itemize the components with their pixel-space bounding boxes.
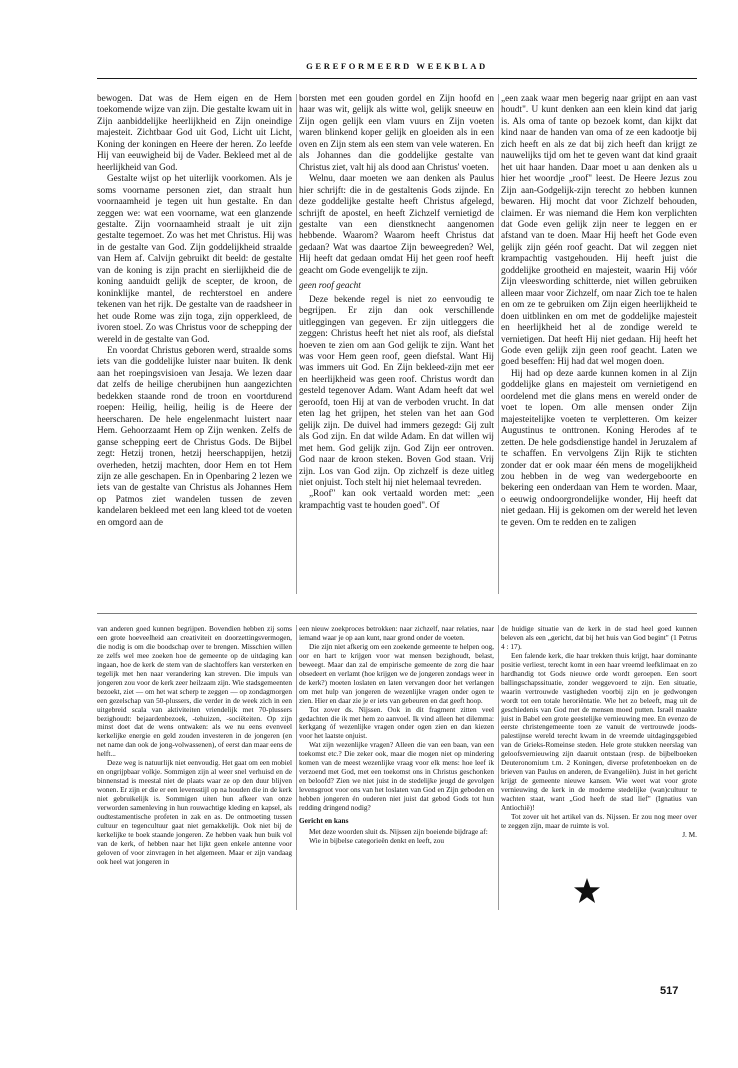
paragraph: Tot zover uit het artikel van ds. Nijssen. Er zou nog meer over te zeggen zijn, maar de ruimte is vol. [501, 812, 697, 830]
author-signature: J. M. [682, 829, 697, 839]
paragraph: Een falende kerk, die haar trekken thuis krijgt, haar dominante positie verliest, terecht komt in een haar vreemd leefklimaat en zo hardhandig tot Gods nieuwe orde wordt geroepen. Een soort ballingschapssituatie, zonder weggevoerd te zijn. Een situatie, waarin vertrouwde vastigheden voorbij zijn en je gedwongen wordt tot een totale heroriëntatie. Wie het zo beleeft, mag uit de geschiedenis van God met de mensen moed putten. Israël maakte juist in Babel een grote geestelijke vernieuwing mee. En evenzo de eerste christengemeente toen ze vanuit de vertrouwde joods-palestijnse wereld terecht kwam in de vreemde uitdagingsgebied van de Grieks-Romeinse steden. Hele grote stukken neerslag van geloofsvernieuwing zijn daaruit ontstaan (resp. de bijbelboeken Deuteronomium t.m. 2 Koningen, diverse profetenboeken en de brieven van Paulus en anderen, de Evangeliën). Juist in het gericht krijgt de gemeente nieuwe kansen. Wie weet wat voor grote vernieuwing de kerk in de moderne stedelijke (wan)cultuur te wachten staat, want „God heeft de stad lief" (Ignatius van Antiochië)! [501, 650, 697, 813]
paragraph: Gestalte wijst op het uiterlijk voorkomen. Als je soms voorname personen ziet, dan straalt hun voornaamheid je tegen uit hun gestalte. En dan zeggen we: wat een voorname, wat een glanzende gestalte. Zijn voornaamheid straalt je uit zijn gestalte tegemoet. Zo was het met Christus. Hij was in de gestalte van God. Zijn goddelijkheid straalde van Hem af. Calvijn gebruikt dit beeld: de gestalte van de koning is zijn pracht en sierlijkheid die de koning aanduidt gelijk de scepter, de kroon, de koninklijke mantel, de rechterstoel en andere tekenen van het rijk. De gestalte van de raadsheer in het oude Rome was zijn toga, zijn opperkleed, de ivoren stoel. Zo was Christus voor de schepping der wereld in de gestalte van God. [97, 174, 292, 345]
section-divider [97, 613, 697, 614]
publication-title: GEREFORMEERD WEEKBLAD [306, 61, 488, 71]
paragraph: een nieuw zoekproces betrokken: naar zichzelf, naar relaties, naar iemand waar je op aan kunt, naar grond onder de voeten. [299, 625, 494, 642]
page-number: 517 [660, 985, 679, 997]
paragraph: Deze weg is natuurlijk niet eenvoudig. Het gaat om een mobiel en ongrijpbaar volkje. Sommigen zijn al weer snel verhuisd en de binnenstad is meestal niet de plaats waar ze op den duur blijven wonen. Er zijn er die er een levensstijl op na houden die in de kerk niet gebruikelijk is. Sommigen uiten hun afkeer van onze verworden samenleving in hun rouwachtige kleding en kapsel, als oudtestamentische profeten in zak en as. De ontmoeting tussen cultuur en tegencultuur gaat niet gemakkelijk. Ook niet bij de kerkelijke te boek staande jongeren. Ze hebben vaak hun buik vol van de kerk, of hebben naar het lijkt geen enkele antenne voor geloven of voor zinvragen in het algemeen. Maar er zijn vandaag ook heel wat jongeren in [97, 758, 292, 866]
paragraph: bewogen. Dat was de Hem eigen en de Hem toekomende wijze van zijn. Die gestalte kwam uit in Zijn aanbiddelijke heerlijkheid en Zijn oneindige majesteit. Zichtbaar God uit God, Licht uit Licht, Koning der koningen en Heere der heren. Zo leefde Hij van eeuwigheid bij de Vader. Bekleed met al de heerlijkheid van God. [97, 94, 292, 173]
paragraph: Welnu, daar moeten we aan denken als Paulus hier schrijft: die in de gestaltenis Gods zijnde. En deze goddelijke gestalte heeft Christus afgelegd, schrijft de apostel, en heeft Zichzelf vernietigd de gestalte van een dienstknecht aangenomen hebbende. Waarom? Waarom heeft Christus dat gedaan? Wat was daartoe Zijn beweegreden? Wel, Hij heeft dat gedaan omdat Hij het geen roof heeft geacht om Gode evengelijk te zijn. [299, 174, 494, 276]
column-divider [296, 625, 297, 910]
top-column-3 [501, 94, 697, 594]
paragraph: Hij had op deze aarde kunnen komen in al Zijn goddelijke glans en majesteit om vernietigend en oordelend met die glans mens en wereld onder de voet te lopen. Om alle mensen onder Zijn majesteitelijke voeten te verpletteren. Om keizer Augustinus te onttronen. Koning Herodes af te zetten. De hele godsdienstige handel in Jeruzalem af te schaffen. En vervolgens Zijn Rijk te stichten zonder dat er ook maar één mens de mogelijkheid zou hebben in de weg van wedergeboorte en bekering een onderdaan van Hem te worden. Maar, o eeuwig ondoorgrondelijke wonder, Hij heeft dat niet gedaan. Hij is gekomen om der wereld het leven te geven. Om te redden en te zaligen [501, 368, 697, 528]
section-subheading: geen roof geacht [299, 281, 361, 292]
top-column-2 [299, 94, 494, 594]
paragraph: En voordat Christus geboren werd, straalde soms iets van die goddelijke luister naar buiten. Ik denk aan het roepingsvisioen van Jesaja. We lezen daar dat zelfs de heilige cherubijnen hun aangezichten bedekken staande rond de troon en voortdurend roepen: Heilig, heilig, heilig is de Heere der heerscharen. De hele engelenmacht luistert naar Hem. Gehoorzaamt Hem op Zijn wenken. Zelfs de ganse schepping eert de Christus Gods. De Bijbel zegt: Hetzij tronen, hetzij heerschappijen, hetzij overheden, hetzij machten, door Hem en tot Hem zijn ze alle geschapen. En in Openbaring 2 lezen we iets van de gestalte van Christus als Johannes Hem op Patmos ziet wandelen tussen de zeven kandelaren bekleed met een lang kleed tot de voeten en omgord aan de [97, 345, 292, 528]
paragraph: de huidige situatie van de kerk in de stad heel goed kunnen beleven als een „gericht, dat bij het huis van God begint" (1 Petrus 4 : 17). [501, 625, 697, 651]
paragraph: van anderen goed kunnen begrijpen. Bovendien hebben zij soms een grote hoeveelheid aan creativiteit en doorzettingsvermogen, die nodig is om die boodschap over te brengen. Misschien willen ze zelfs wel mee zoeken hoe de gemeente op de uitdaging kan ingaan, hoe de kerk de stem van de slachtoffers kan versterken en tegelijk met hen naar verandering kan streven. Die impuls van jongeren zou voor de kerk zeer heilzaam zijn. Wie stadsgemeenten bezoekt, ziet — om het wat scherp te zeggen — op zondagmorgen een gezelschap van 50-plussers, die verder in de week zich in een uitgebreid scala van aktiviteiten vriendelijk met 70-plussers bezighoudt: bejaardenbezoek, -tehuizen, -sociëteiten. Op zijn minst doet dat de wens ontwaken: als we nu eens evenveel kerkelijke energie en geld zouden investeren in de jongeren (en net name dan ook de jong-volwassenen), of eerst dan maar eens de helft... [97, 625, 292, 759]
paragraph: Die zijn niet afkerig om een zoekende gemeente te helpen oog, oor en hart te krijgen voor wat mensen bezighoudt, belast, beweegt. Maar dan zal de empirische gemeente de zorg die haar obsedeert en verlamt (hoe krijgen we de jongeren zondags weer in de kerk?) moeten loslaten en laten vervangen door het verlangen om met hulp van jongeren de wezenlijke vragen onder ogen te zien. Hier en daar zie je er iets van gebeuren en dat geeft hoop. [299, 641, 494, 705]
star-icon [573, 877, 601, 905]
paragraph: „een zaak waar men begerig naar grijpt en aan vast houdt". U kunt denken aan een klein kind dat jarig is. Als oma of tante op bezoek komt, dan kijkt dat kind naar de handen van oma of ze een kadootje bij zich heeft en als ze dat bij zich heeft dan krijgt ze nauwelijks tijd om het te geven want dat kind graait het uit haar handen. Daar moet u aan denken als u hier het woordje „roof" leest. De Heere Jezus zou Zijn aan-Godgelijk-zijn terecht zo hebben kunnen bewaren. Hij mocht dat voor Zichzelf behouden, claimen. Er was niemand die Hem kon verplichten dat Gode even gelijk zijn neer te leggen en er afstand van te doen. Maar Hij heeft het Gode even gelijk zijn géén roof geacht. Dat wil zeggen niet krampachtig vastgehouden. Hij heeft juist die goddelijke grootheid en majesteit, waarin Hij vóór Zijn vleeswording schitterde, niet willen gebruiken alleen maar voor Zichzelf, om naar Zich toe te halen en om ze te gebruiken om Zijn eigen heerlijkheid te doen uitblinken en om met de goddelijke majesteit en heerlijkheid het al de zondige wereld te vernietigen. Dat heeft Hij niet gedaan. Hij heeft het Gode even gelijk zijn geen roof geacht. Laten we goed beseffen: Hij had dat wel mogen doen. [501, 94, 697, 368]
paragraph: Wat zijn wezenlijke vragen? Alleen die van een baan, van een toekomst etc.? Die zeker ook, maar die mogen niet op mindering komen van de meest wezenlijke vraag voor elk mens: hoe leef ik verzoend met God, met een toekomst ons in Christus geschonken en beloofd? Zien we niet juist in de stedelijke jeugd de gevolgen levensgroot voor ons van het loslaten van God en Zijn geboden en hebben jongeren én ouderen niet juist dat gebod Gods tot hun redding dringend nodig? [299, 740, 494, 813]
top-column-1 [97, 94, 292, 594]
paragraph: Tot zover ds. Nijssen. Ook in dit fragment zitten veel gedachten die ik met hem zo aanvoel. Ik vind alleen het dilemma: kerkgang óf wezenlijke vragen onder ogen zien en dan kiezen voor het laatste onjuist. [299, 704, 494, 741]
column-divider [296, 94, 297, 594]
paragraph: Deze bekende regel is niet zo eenvoudig te begrijpen. Er zijn dan ook verschillende uitleggingen van gegeven. Er zijn uitleggers die zeggen: Christus heeft het niet als roof, als diefstal hoeven te zien om aan God gelijk te zijn. Want het was voor Hem geen roof, geen diefstal. Want Hij was immers uit God. En Zijn bekleed-zijn met eer en heerlijkheid was geen roof. Christus wordt dan gesteld tegenover Adam. Want Adam heeft dat wel geroofd, toen Hij at van de verboden vrucht. In dat eten lag het grijpen, het stelen van het aan God gelijk zijn. De duivel had immers gezegd: Gij zult als God zijn. En dat wilde Adam. En dat willen wij met hem. God gelijk zijn. God Zijn eer ontroven. God naar de kroon steken. Boven God staan. Vrij zijn. Los van God zijn. Op zichzelf is deze uitleg niet onjuist. Toch stelt hij niet helemaal tevreden. [299, 294, 494, 488]
paragraph: borsten met een gouden gordel en Zijn hoofd en haar was wit, gelijk als witte wol, gelijk sneeuw en Zijn ogen gelijk een vlam vuurs en Zijn voeten waren blinkend koper gelijk en gloeiden als in een oven en Zijn stem als een stem van vele wateren. En als Johannes dan die goddelijke gestalte van Christus ziet, valt hij als dood aan Christus' voeten. [299, 94, 494, 173]
bottom-column-3 [501, 625, 697, 910]
section-subheading: Gericht en kans [299, 816, 349, 826]
paragraph: Wie in bijbelse categorieën denkt en leeft, zou [309, 835, 445, 845]
column-divider [498, 94, 499, 594]
paragraph: „Roof" kan ook vertaald worden met: „een krampachtig vast te houden goed". Of [299, 489, 494, 511]
column-divider [498, 625, 499, 910]
paragraph: Met deze woorden sluit ds. Nijssen zijn boeiende bijdrage af: [309, 826, 488, 836]
bottom-column-1 [97, 625, 292, 910]
page-header [97, 60, 697, 79]
bottom-column-2 [299, 625, 494, 910]
